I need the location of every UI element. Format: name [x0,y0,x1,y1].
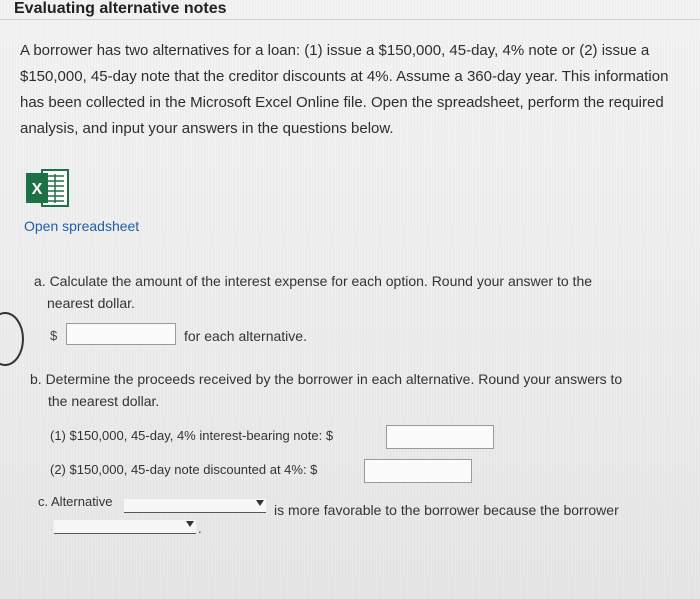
proceeds-interest-bearing-input[interactable] [386,425,494,449]
chevron-down-icon [256,500,264,506]
problem-intro: A borrower has two alternatives for a loan: (1) issue a $150,000, 45-day, 4% note or (2) issue a $150,000, 45-day note that the creditor discounts at 4%. Assume a 360-day year. This information has been collected in the Microsoft Excel Online file. Open the spreadsheet, perform the required analysis, and input your answers in the questions below. [20,42,669,137]
alternative-select[interactable] [124,499,266,513]
question-a-prompt-line1: a. Calculate the amount of the interest expense for each option. Round your answer to the [34,273,593,289]
svg-text:X: X [31,181,43,198]
question-c-label: c. Alternative [38,494,113,509]
reason-select[interactable] [54,520,196,534]
question-b-prompt-line1: b. Determine the proceeds received by the borrower in each alternative. Round your answers to [30,371,623,387]
question-c-end-punct: . [198,521,202,536]
excel-icon[interactable] [24,166,72,210]
question-b [30,368,670,412]
question-a-prompt-line2: nearest dollar. [47,295,135,311]
question-a [34,270,654,314]
question-a-currency: $ [50,328,58,343]
proceeds-discounted-input[interactable] [364,459,472,483]
title-divider [0,19,700,20]
chevron-down-icon [186,521,194,527]
proceeds-item1-label: (1) $150,000, 45-day, 4% interest-bearing note: $ [50,428,334,443]
left-margin-circle [0,312,24,366]
proceeds-item2-label: (2) $150,000, 45-day note discounted at 4%: $ [50,462,318,477]
question-a-after-text: for each alternative. [184,328,307,344]
question-b-prompt-line2: the nearest dollar. [48,393,160,409]
open-spreadsheet-link[interactable]: Open spreadsheet [24,218,140,234]
page-title: Evaluating alternative notes [14,0,227,17]
interest-expense-input[interactable] [66,323,176,345]
question-c-after-text: is more favorable to the borrower because the borrower [274,502,619,518]
